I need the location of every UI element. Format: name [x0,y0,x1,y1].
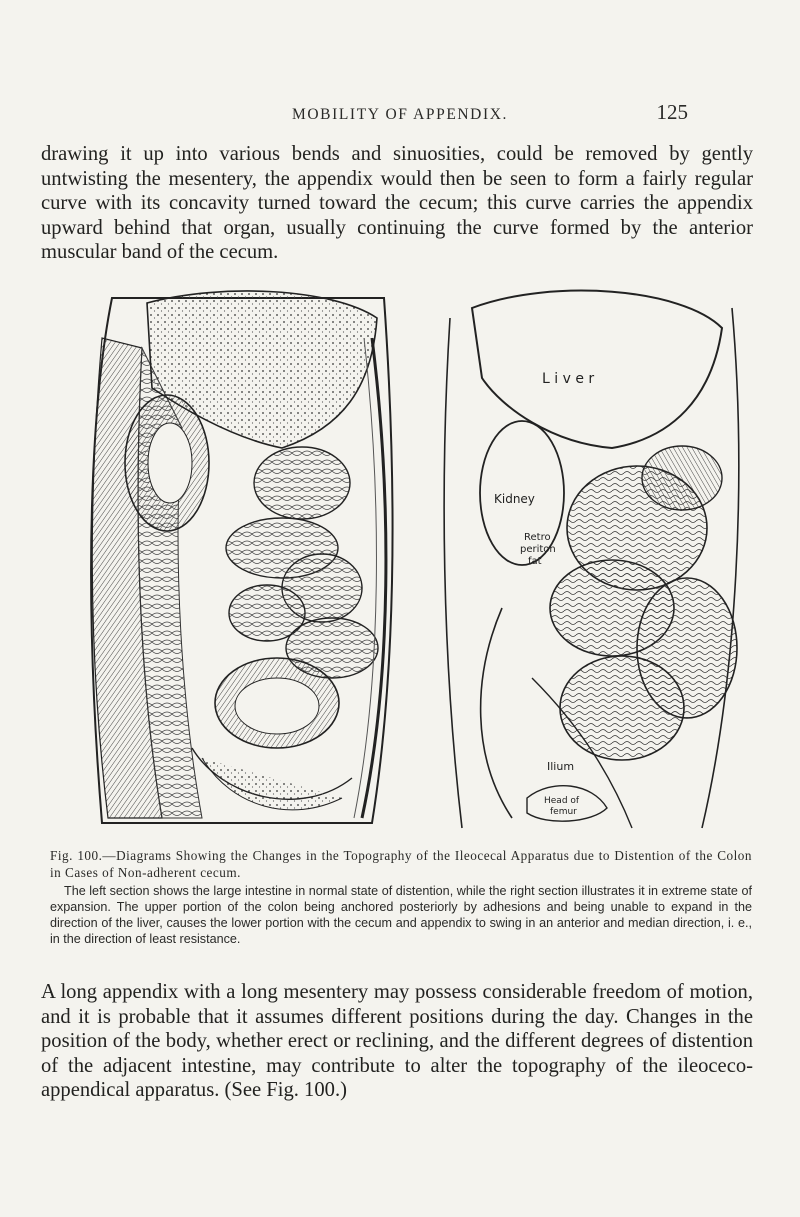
femur-label-line-1: Head of [544,796,580,806]
ilium-label: Ilium [547,760,575,773]
figure-100 [60,278,760,840]
caption-title: Fig. 100.—Diagrams Showing the Changes in the Topography of the Ileocecal Apparatus due to Distention of the Colon in Cases of Non-adherent cecum. [50,848,752,880]
kidney-label: Kidney [494,492,535,506]
retroperitoneal-label-line-2: periton [520,544,556,555]
running-head [0,100,800,130]
retroperitoneal-label-line-1: Retro [524,532,551,543]
femur-label-line-2: femur [550,807,577,817]
paragraph-bottom: A long appendix with a long mesentery may possess considerable freedom of motion, and it is probable that it assumes different positions during the day. Changes in the position of the body, whether erect or reclining, and the different degrees of distention of the adjacent intestine, may contribute to alter the topography of the ileoceco-appendical apparatus. (See Fig. 100.) [41,981,753,1102]
running-title: MOBILITY OF APPENDIX. [291,106,509,123]
caption-body: The left section shows the large intestine in normal state of distention, while the right section illustrates it in extreme state of expansion. The upper portion of the colon being anchored posteriorly by adhesions and being unable to expand in the direction of the liver, causes the lower portion with the cecum and appendix to swing in an anterior and median direction, i. e., in the direction of least resistance. [50,884,752,946]
left-section-illustration [72,278,402,840]
right-section-illustration [432,278,750,840]
paragraph-top: drawing it up into various bends and sinuosities, could be removed by gently untwisting the mesentery, the appendix would then be seen to form a fairly regular curve with its concavity turned toward the cecum; this curve carries the appendix upward behind that organ, usually continuing the curve formed by the anterior muscular band of the cecum. [41,143,753,264]
left-section-drawing [72,278,402,840]
retroperitoneal-label-line-3: fat [528,556,542,567]
right-section-drawing [432,278,750,840]
page-number: 125 [656,100,688,124]
liver-label: L i v e r [542,371,595,387]
figure-caption [50,847,752,947]
